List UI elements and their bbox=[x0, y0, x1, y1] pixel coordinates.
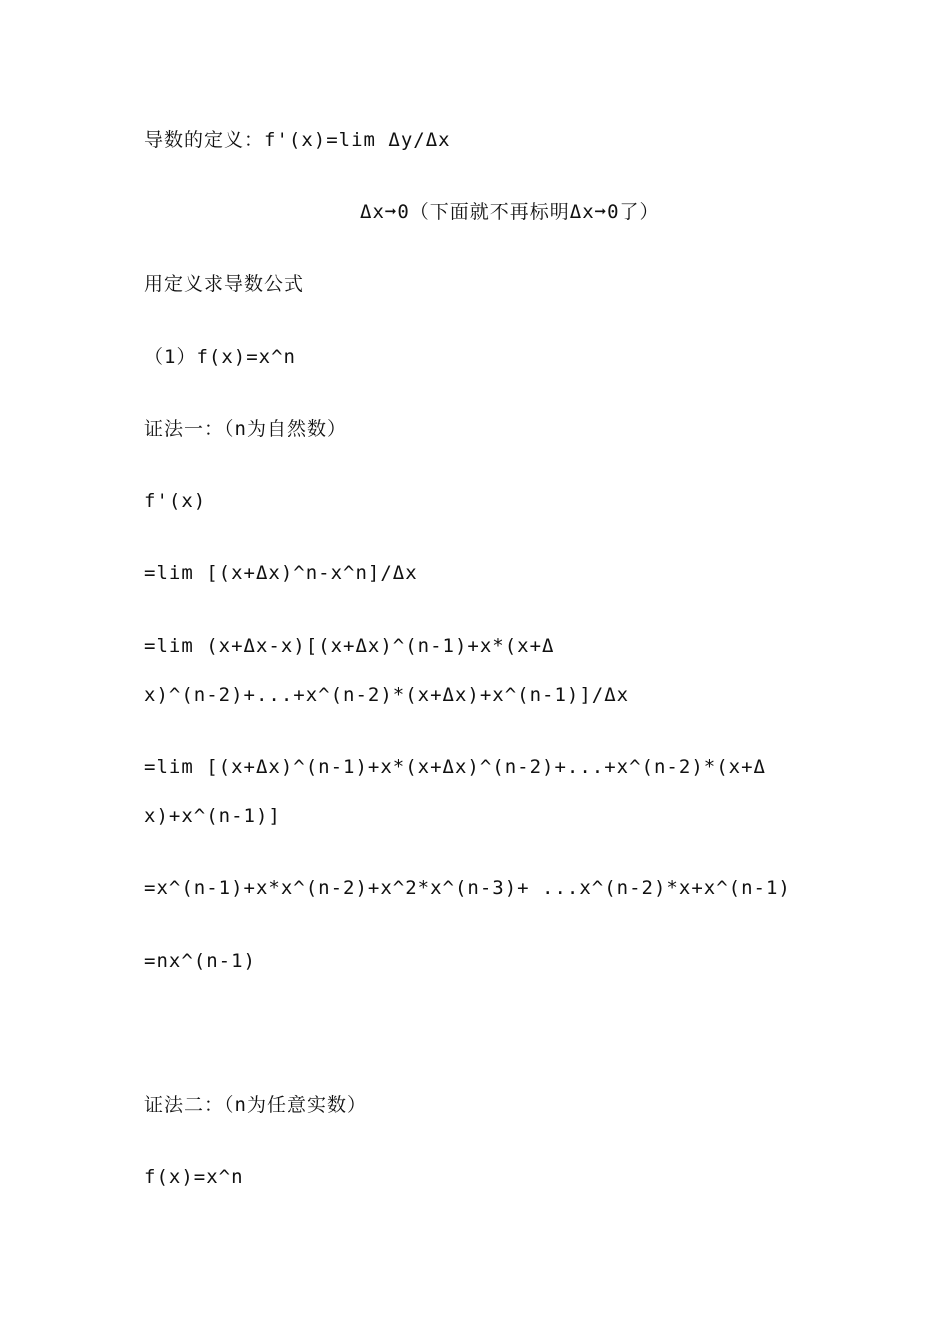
definition-line: 导数的定义：f'(x)=lim Δy/Δx bbox=[144, 129, 451, 151]
equation-line: =x^(n-1)+x*x^(n-2)+x^2*x^(n-3)+ ...x^(n-2)*x+x^(n-1) bbox=[144, 877, 791, 899]
proof-1-heading: 证法一：（n为自然数） bbox=[144, 418, 347, 440]
equation-line: =lim [(x+Δx)^n-x^n]/Δx bbox=[144, 562, 418, 584]
limit-note-line: Δx➞0（下面就不再标明Δx➞0了） bbox=[360, 201, 660, 223]
equation-result: =nx^(n-1) bbox=[144, 950, 256, 972]
proof-2-heading: 证法二：（n为任意实数） bbox=[144, 1094, 367, 1116]
equation-line-continued: x)^(n-2)+...+x^(n-2)*(x+Δx)+x^(n-1)]/Δx bbox=[144, 684, 630, 706]
equation-line: f'(x) bbox=[144, 490, 207, 512]
equation-line-continued: x)+x^(n-1)] bbox=[144, 805, 281, 827]
section-heading: 用定义求导数公式 bbox=[144, 273, 305, 295]
equation-line: f(x)=x^n bbox=[144, 1166, 244, 1188]
case-1-heading: （1）f(x)=x^n bbox=[144, 346, 296, 368]
equation-line: =lim (x+Δx-x)[(x+Δx)^(n-1)+x*(x+Δ bbox=[144, 635, 555, 657]
equation-line: =lim [(x+Δx)^(n-1)+x*(x+Δx)^(n-2)+...+x^(n-2)*(x+Δ bbox=[144, 756, 766, 778]
